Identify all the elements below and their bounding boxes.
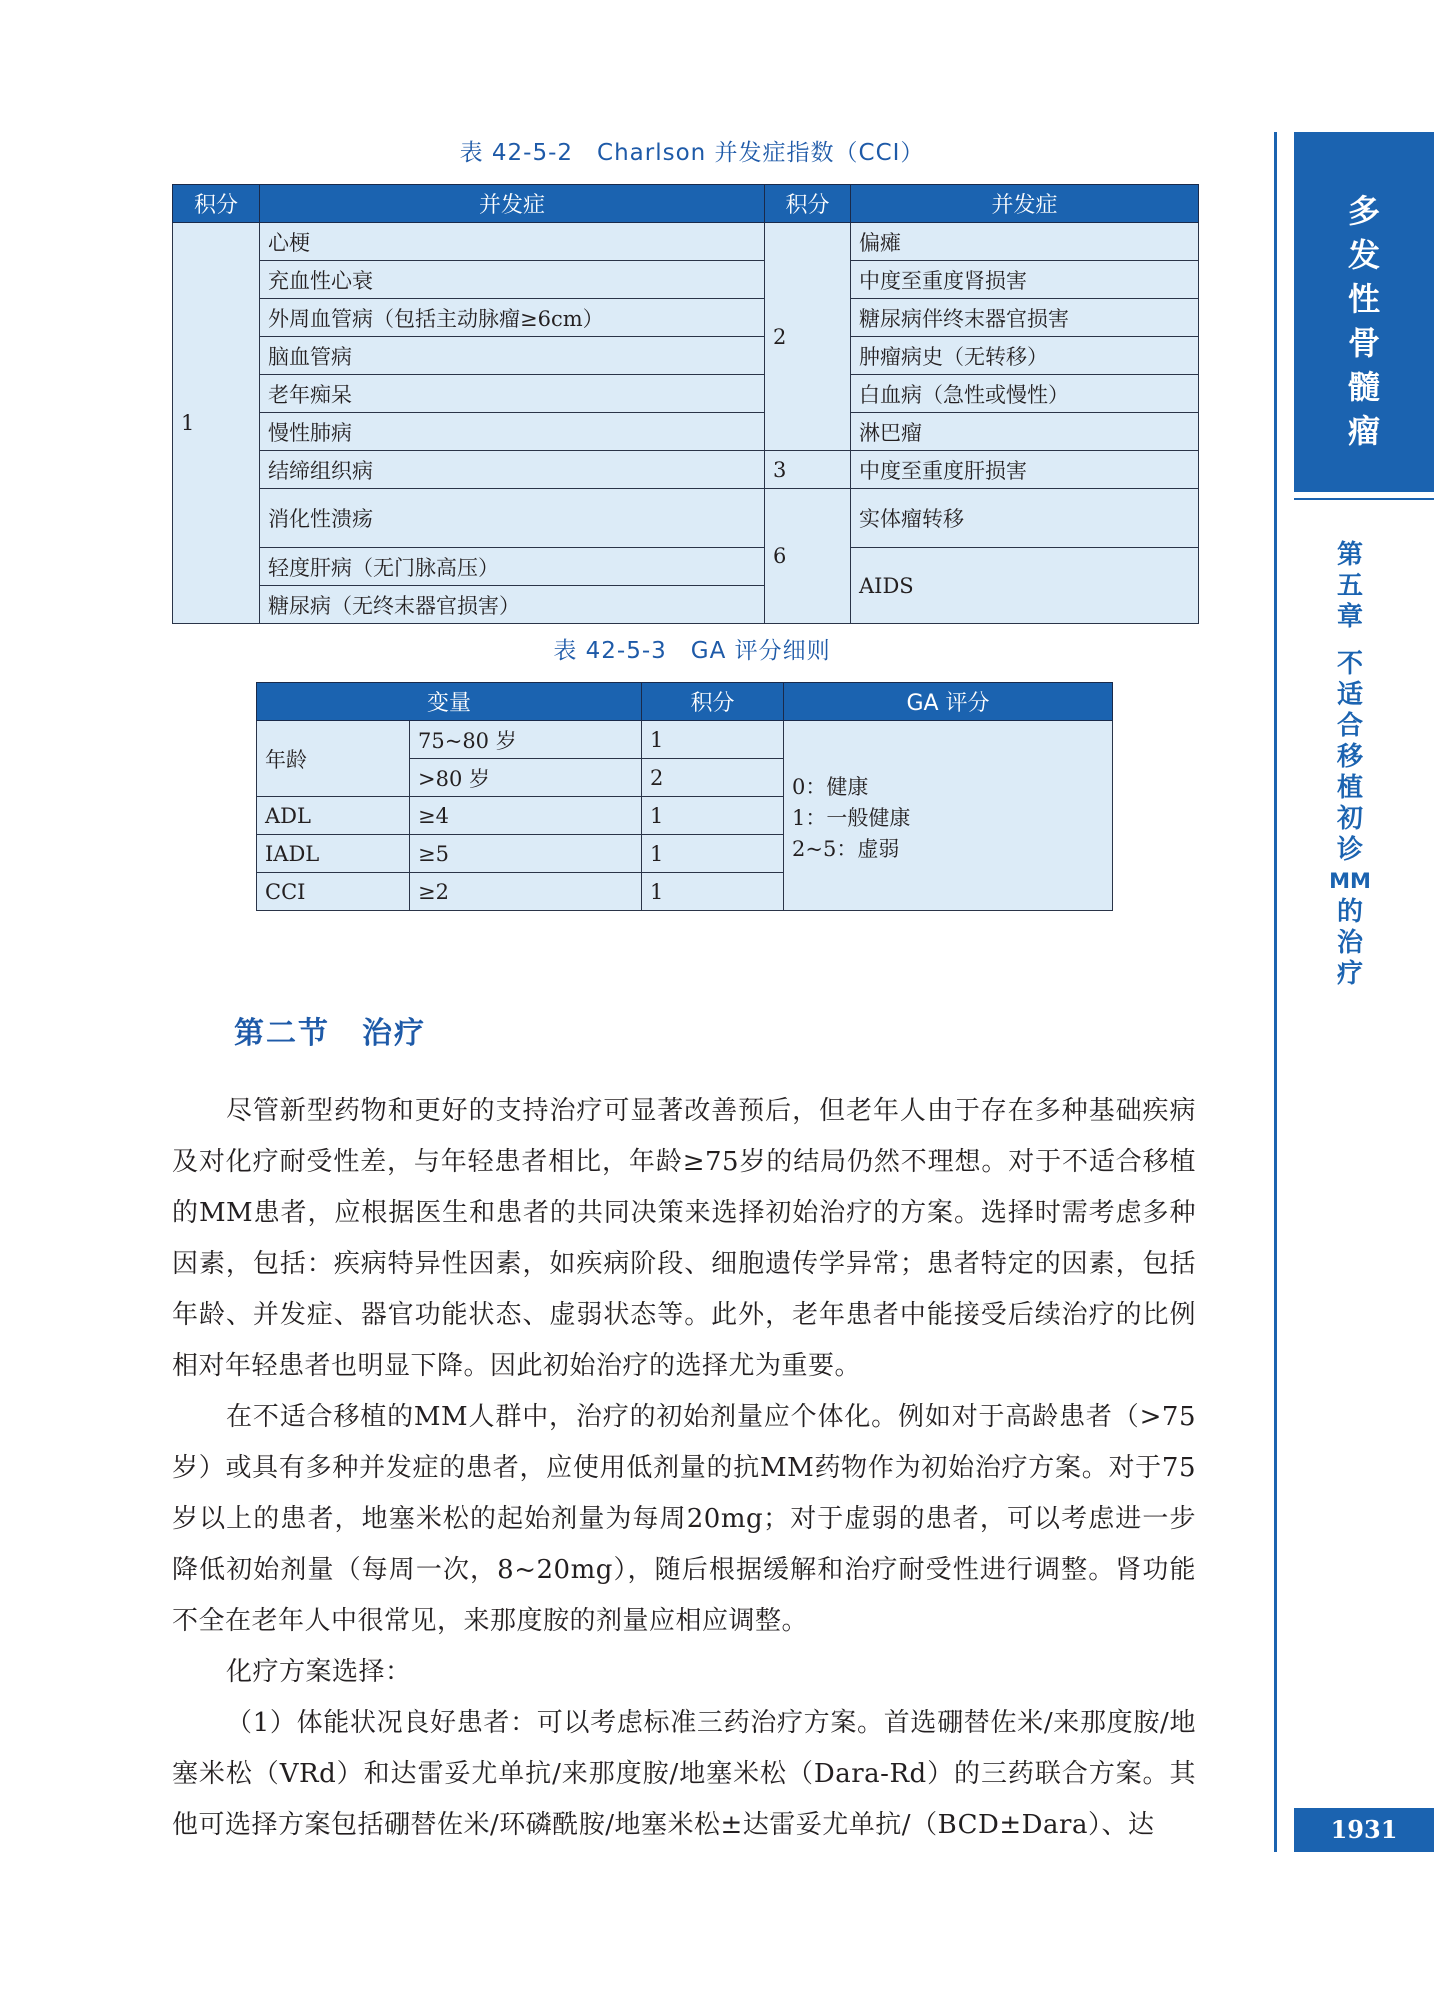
table-cell: 老年痴呆: [260, 375, 765, 413]
chapter-char: 疗: [1336, 959, 1363, 989]
paragraph: （1）体能状况良好患者：可以考虑标准三药治疗方案。首选硼替佐米/来那度胺/地塞米松（VRd）和达雷妥尤单抗/来那度胺/地塞米松（Dara-Rd）的三药联合方案。其他可选择方案包括硼替佐米/环磷酰胺/地塞米松±达雷妥尤单抗/（BCD±Dara）、达: [172, 1708, 1196, 1840]
ga-table: [256, 682, 1113, 911]
table-cell: 年龄: [257, 721, 410, 797]
table-cell: 外周血管病（包括主动脉瘤≥6cm）: [260, 299, 765, 337]
chapter-char: 移: [1336, 742, 1363, 772]
chapter-char: 合: [1336, 711, 1363, 741]
table-cell: 慢性肺病: [260, 413, 765, 451]
chapter-char: 的: [1336, 897, 1363, 927]
side-rule: [1274, 132, 1277, 1852]
table-cell: 脑血管病: [260, 337, 765, 375]
ga-line: 2~5：虚弱: [792, 837, 900, 861]
table-cell: 1: [642, 873, 784, 911]
page-number: 1931: [1294, 1808, 1434, 1852]
table-cell: 轻度肝病（无门脉高压）: [260, 548, 765, 586]
side-tab-char: 性: [1347, 280, 1380, 318]
chapter-char: 诊: [1336, 835, 1363, 865]
chapter-char: 植: [1336, 773, 1363, 803]
ga-line: 0：健康: [792, 775, 869, 799]
score-cell: 3: [765, 451, 851, 489]
header-complication-right: 并发症: [851, 185, 1199, 223]
chapter-char: 不: [1336, 649, 1363, 679]
paragraph: 化疗方案选择：: [226, 1657, 412, 1687]
header-complication-left: 并发症: [260, 185, 765, 223]
table1-caption: 表 42-5-2 Charlson 并发症指数（CCI）: [459, 140, 925, 166]
side-tab-char: 多: [1347, 192, 1380, 230]
body-text: [172, 1086, 1196, 1851]
chapter-char: 适: [1336, 680, 1363, 710]
table-cell: 淋巴瘤: [851, 413, 1199, 451]
table-cell: 结缔组织病: [260, 451, 765, 489]
score-cell: 6: [765, 489, 851, 624]
header-score: 积分: [642, 683, 784, 721]
chapter-char: 五: [1336, 571, 1363, 601]
chapter-char: 治: [1336, 928, 1363, 958]
side-tab-char: 发: [1347, 236, 1380, 274]
section-title: 第二节 治疗: [234, 1016, 426, 1051]
table-cell: 心梗: [260, 223, 765, 261]
ga-line: 1：一般健康: [792, 806, 911, 830]
table-cell: 中度至重度肾损害: [851, 261, 1199, 299]
table-cell: 实体瘤转移: [851, 489, 1199, 548]
table-cell: 糖尿病（无终末器官损害）: [260, 586, 765, 624]
side-tab-char: 瘤: [1347, 412, 1380, 450]
table-cell: 充血性心衰: [260, 261, 765, 299]
table-cell: ≥4: [410, 797, 642, 835]
table-cell: 肿瘤病史（无转移）: [851, 337, 1199, 375]
table-cell: 偏瘫: [851, 223, 1199, 261]
side-tab-char: 髓: [1347, 368, 1380, 406]
paragraph: 尽管新型药物和更好的支持治疗可显著改善预后，但老年人由于存在多种基础疾病及对化疗耐受性差，与年轻患者相比，年龄≥75岁的结局仍然不理想。对于不适合移植的MM患者，应根据医生和患者的共同决策来选择初始治疗的方案。选择时需考虑多种因素，包括：疾病特异性因素，如疾病阶段、细胞遗传学异常；患者特定的因素，包括年龄、并发症、器官功能状态、虚弱状态等。此外，老年患者中能接受后续治疗的比例相对年轻患者也明显下降。因此初始治疗的选择尤为重要。: [172, 1096, 1196, 1381]
side-tab-char: 骨: [1347, 324, 1380, 362]
header-variable: 变量: [257, 683, 642, 721]
table-cell: CCI: [257, 873, 410, 911]
table-cell: >80 岁: [410, 759, 642, 797]
header-score-right: 积分: [765, 185, 851, 223]
header-score-left: 积分: [173, 185, 260, 223]
chapter-char: 章: [1336, 602, 1363, 632]
chapter-char: 第: [1336, 540, 1363, 570]
table-cell: IADL: [257, 835, 410, 873]
ga-score-cell: [784, 721, 1113, 911]
table-cell: 中度至重度肝损害: [851, 451, 1199, 489]
table-cell: 2: [642, 759, 784, 797]
table-cell: 1: [642, 721, 784, 759]
table-cell: ≥5: [410, 835, 642, 873]
table-cell: AIDS: [851, 548, 1199, 624]
chapter-char: 初: [1336, 804, 1363, 834]
chapter-label: [1326, 540, 1374, 990]
cci-table: [172, 184, 1199, 624]
score-cell: 1: [173, 223, 260, 624]
table-cell: 1: [642, 797, 784, 835]
table-cell: 糖尿病伴终末器官损害: [851, 299, 1199, 337]
table-cell: 白血病（急性或慢性）: [851, 375, 1199, 413]
table-cell: 75~80 岁: [410, 721, 642, 759]
chapter-char: [1326, 633, 1374, 649]
table-cell: 消化性溃疡: [260, 489, 765, 548]
chapter-char: MM: [1329, 869, 1371, 893]
table2-caption: 表 42-5-3 GA 评分细则: [553, 638, 831, 664]
score-cell: 2: [765, 223, 851, 451]
table-cell: ADL: [257, 797, 410, 835]
side-divider: [1294, 498, 1434, 500]
table-cell: 1: [642, 835, 784, 873]
paragraph: 在不适合移植的MM人群中，治疗的初始剂量应个体化。例如对于高龄患者（>75岁）或具有多种并发症的患者，应使用低剂量的抗MM药物作为初始治疗方案。对于75岁以上的患者，地塞米松的起始剂量为每周20mg；对于虚弱的患者，可以考虑进一步降低初始剂量（每周一次，8~20mg），随后根据缓解和治疗耐受性进行调整。肾功能不全在老年人中很常见，来那度胺的剂量应相应调整。: [172, 1402, 1196, 1636]
header-ga: GA 评分: [784, 683, 1113, 721]
table-cell: ≥2: [410, 873, 642, 911]
